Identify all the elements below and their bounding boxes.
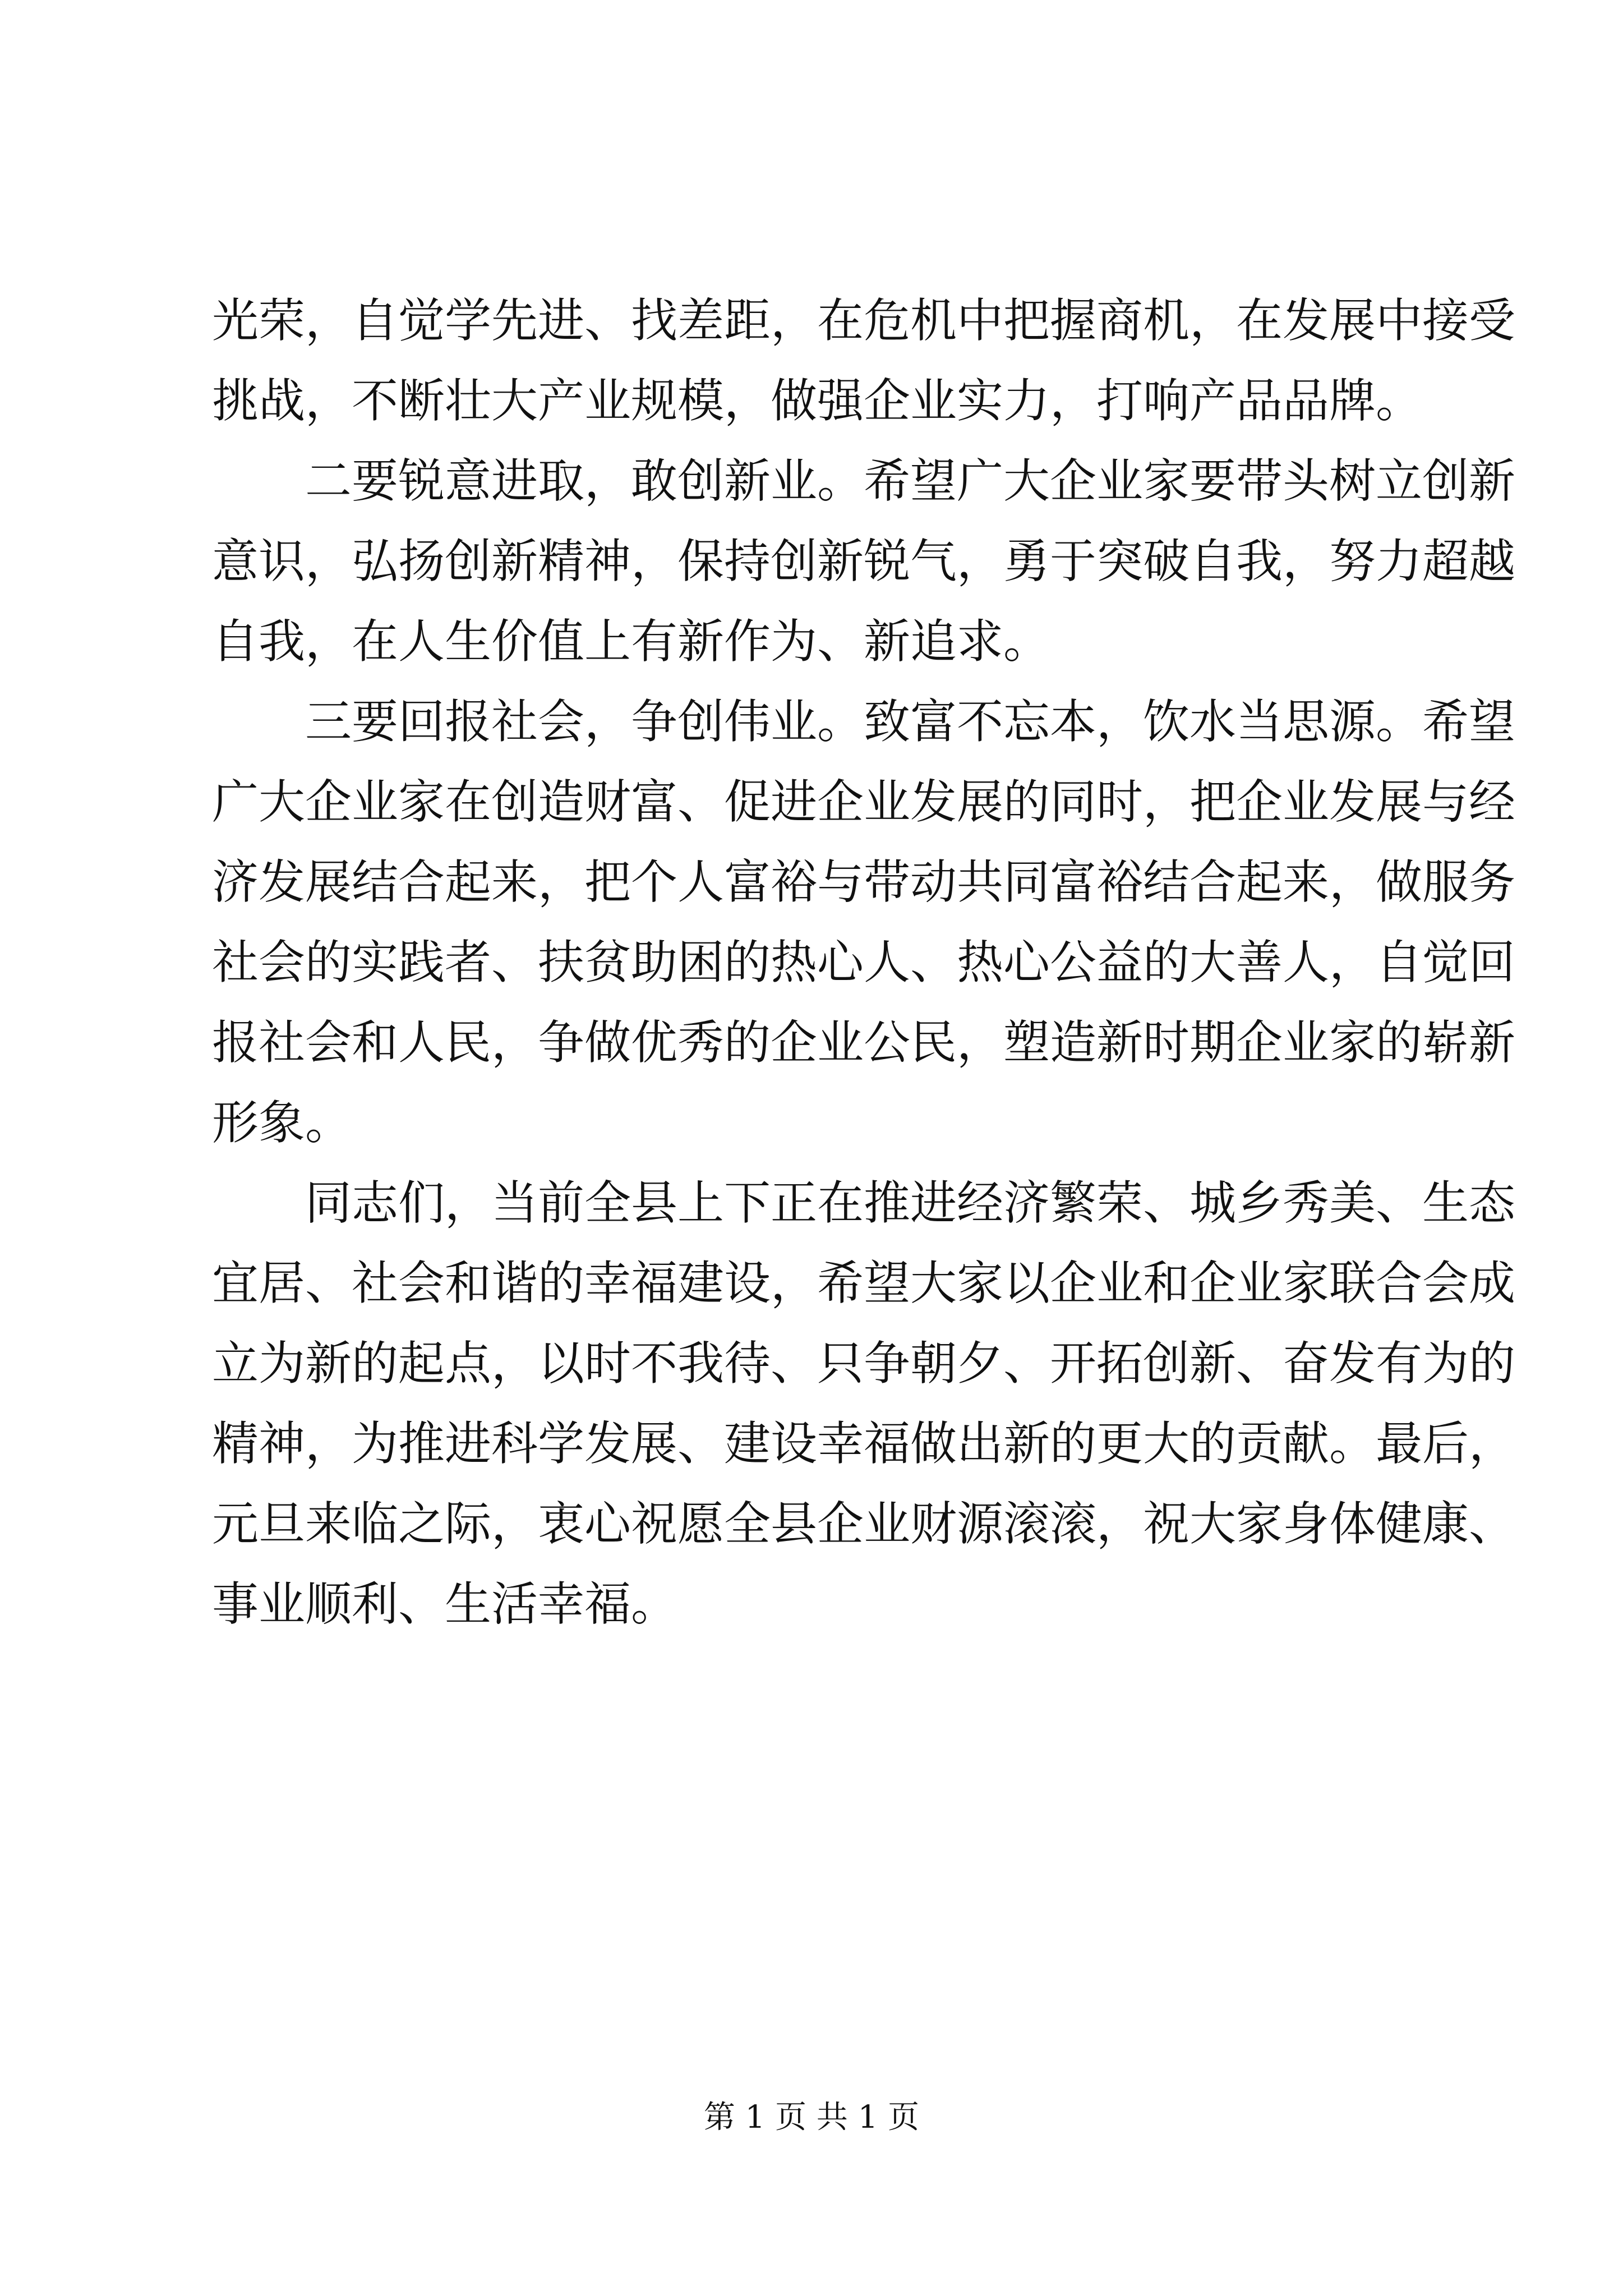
text-line: 二要锐意进取，敢创新业。希望广大企业家要带头树立创新 <box>305 454 1515 508</box>
text-line: 元旦来临之际，衷心祝愿全县企业财源滚滚，祝大家身体健康、 <box>212 1497 1515 1551</box>
body-text <box>212 280 1515 1644</box>
paragraph <box>212 441 1515 682</box>
text-line: 精神，为推进科学发展、建设幸福做出新的更大的贡献。最后， <box>212 1416 1515 1471</box>
text-line: 光荣，自觉学先进、找差距，在危机中把握商机，在发展中接受 <box>212 293 1515 348</box>
page-number-label: 第 1 页 共 1 页 <box>703 2099 920 2136</box>
text-line: 同志们，当前全县上下正在推进经济繁荣、城乡秀美、生态 <box>305 1176 1515 1230</box>
paragraph <box>212 280 1515 441</box>
text-line: 三要回报社会，争创伟业。致富不忘本，饮水当思源。希望 <box>305 694 1515 749</box>
text-line: 事业顺利、生活幸福。 <box>212 1577 677 1631</box>
text-line: 形象。 <box>212 1096 352 1150</box>
paragraph <box>212 1163 1515 1644</box>
text-line: 报社会和人民，争做优秀的企业公民，塑造新时期企业家的崭新 <box>212 1015 1515 1070</box>
text-line: 社会的实践者、扶贫助困的热心人、热心公益的大善人，自觉回 <box>212 935 1515 990</box>
paragraph <box>212 682 1515 1163</box>
text-line: 济发展结合起来，把个人富裕与带动共同富裕结合起来，做服务 <box>212 855 1515 909</box>
text-line: 意识，弘扬创新精神，保持创新锐气，勇于突破自我，努力超越 <box>212 534 1515 588</box>
text-line: 挑战，不断壮大产业规模，做强企业实力，打响产品品牌。 <box>212 374 1422 428</box>
text-line: 自我，在人生价值上有新作为、新追求。 <box>212 614 1050 669</box>
text-line: 立为新的起点，以时不我待、只争朝夕、开拓创新、奋发有为的 <box>212 1336 1515 1391</box>
page-footer <box>0 2095 1623 2140</box>
text-line: 宜居、社会和谐的幸福建设，希望大家以企业和企业家联合会成 <box>212 1256 1515 1310</box>
text-line: 广大企业家在创造财富、促进企业发展的同时，把企业发展与经 <box>212 775 1515 829</box>
